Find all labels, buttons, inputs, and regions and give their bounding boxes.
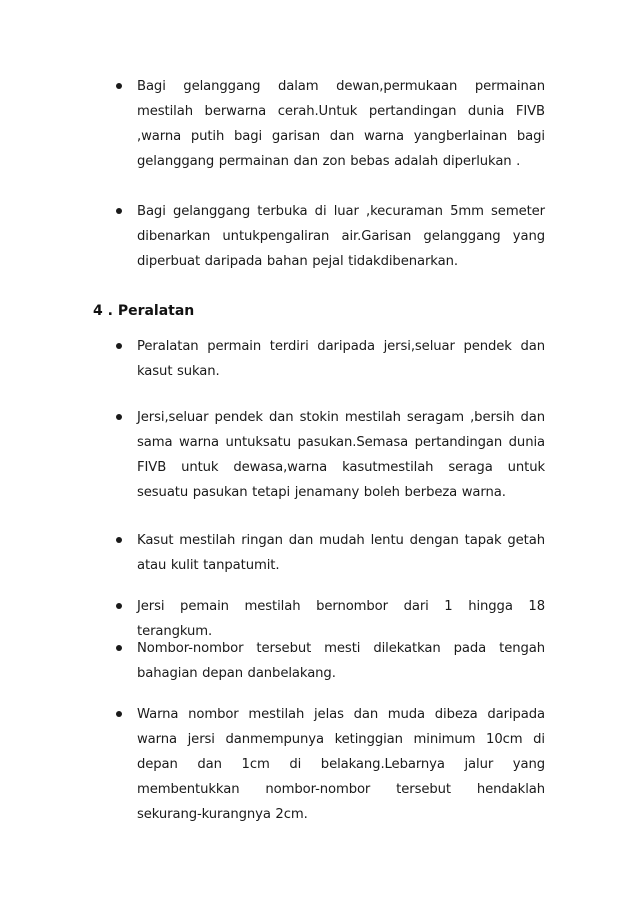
bullet-item bbox=[113, 199, 545, 274]
bullet-item bbox=[113, 405, 545, 505]
bullet-dot-icon bbox=[116, 343, 122, 349]
bullet-item bbox=[113, 528, 545, 578]
bullet-text: Peralatan permain terdiri daripada jersi,seluar pendek dan kasut sukan. bbox=[137, 339, 545, 379]
bullet-text: Nombor-nombor tersebut mesti dilekatkan pada tengah bahagian depan danbelakang. bbox=[137, 641, 545, 681]
bullet-text: Warna nombor mestilah jelas dan muda dibeza daripada warna jersi danmempunya ketinggian minimum 10cm di depan dan 1cm di belakang.Lebarnya jalur yang membentukkan nombor-nombor tersebut hendaklah sekurang-kurangnya 2cm. bbox=[137, 707, 545, 822]
section-number: 4 . bbox=[93, 303, 113, 319]
bullet-text: Bagi gelanggang terbuka di luar ,kecuraman 5mm semeter dibenarkan untukpengaliran air.Garisan gelanggang yang diperbuat daripada bahan pejal tidakdibenarkan. bbox=[137, 204, 545, 269]
bullet-text: Kasut mestilah ringan dan mudah lentu dengan tapak getah atau kulit tanpatumit. bbox=[137, 533, 545, 573]
bullet-item bbox=[113, 636, 545, 686]
bullet-dot-icon bbox=[116, 603, 122, 609]
section-heading bbox=[93, 300, 194, 322]
bullet-dot-icon bbox=[116, 83, 122, 89]
bullet-dot-icon bbox=[116, 645, 122, 651]
bullet-text: Jersi,seluar pendek dan stokin mestilah seragam ,bersih dan sama warna untuksatu pasukan.Semasa pertandingan dunia FIVB untuk dewasa,warna kasutmestilah seraga untuk sesuatu pasukan tetapi jenamany boleh berbeza warna. bbox=[137, 410, 545, 500]
bullet-dot-icon bbox=[116, 711, 122, 717]
bullet-item bbox=[113, 74, 545, 174]
section-title: Peralatan bbox=[117, 303, 195, 319]
bullet-item bbox=[113, 702, 545, 827]
bullet-text: Bagi gelanggang dalam dewan,permukaan permainan mestilah berwarna cerah.Untuk pertandingan dunia FIVB ,warna putih bagi garisan dan warna yangberlainan bagi gelanggang permainan dan zon bebas adalah diperlukan . bbox=[137, 79, 545, 169]
bullet-dot-icon bbox=[116, 537, 122, 543]
bullet-text: Jersi pemain mestilah bernombor dari 1 hingga 18 terangkum. bbox=[137, 599, 545, 639]
bullet-dot-icon bbox=[116, 208, 122, 214]
bullet-dot-icon bbox=[116, 414, 122, 420]
bullet-item bbox=[113, 334, 545, 384]
